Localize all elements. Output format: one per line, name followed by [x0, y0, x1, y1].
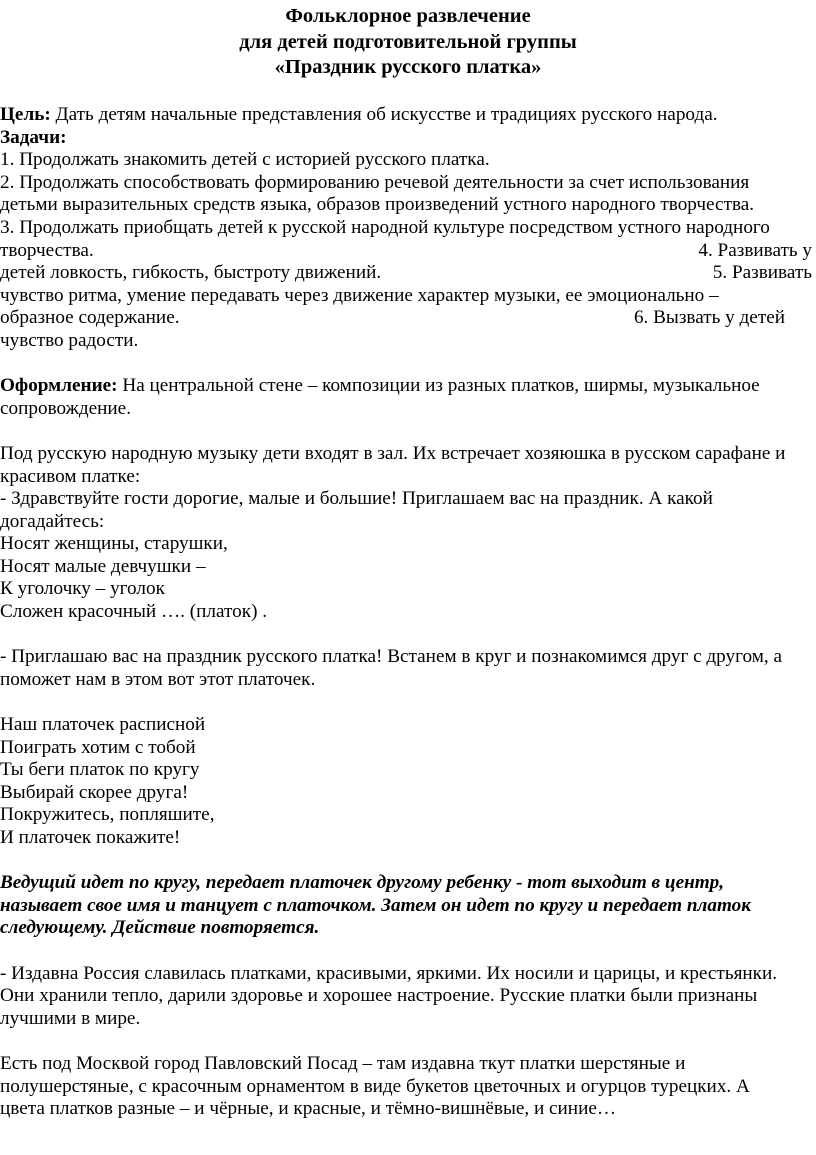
intro-line: догадайтесь:: [0, 510, 105, 532]
poem-line: Выбирай скорее друга!: [0, 781, 189, 803]
task-line: [0, 240, 812, 263]
riddle-line: Носят женщины, старушки,: [0, 533, 228, 555]
task-line-part: детей ловкость, гибкость, быстроту движений.: [0, 262, 382, 284]
poem-line: Наш платочек расписной: [0, 714, 206, 736]
task-line-part: творчества.: [0, 239, 94, 261]
document-title: [0, 4, 816, 81]
poem-line: Поиграть хотим с тобой: [0, 736, 196, 758]
title-line-3: «Праздник русского платка»: [274, 56, 542, 78]
intro-line: красивом платке:: [0, 465, 141, 487]
pavlov-line: Есть под Москвой город Павловский Посад – там издавна ткут платки шерстяные и: [0, 1052, 686, 1074]
decor-paragraph: [0, 375, 812, 398]
task-line: 2. Продолжать способствовать формированию речевой деятельности за счет использования: [0, 171, 750, 193]
task-line-part: 5. Развивать: [712, 262, 812, 284]
task-line: [0, 262, 812, 285]
pavlov-line: цвета платков разные – и чёрные, и красные, и тёмно-вишнёвые, и синие…: [0, 1098, 617, 1120]
poem-line: Покружитесь, попляшите,: [0, 804, 215, 826]
history-line: лучшими в мире.: [0, 1007, 141, 1029]
title-line-1: Фольклорное развлечение: [285, 5, 531, 27]
goal-label: Цель:: [0, 104, 51, 125]
task-line-part: 6. Вызвать у детей: [633, 307, 785, 329]
decor-text: На центральной стене – композиции из разных платков, ширмы, музыкальное: [117, 375, 760, 397]
task-line: чувство ритма, умение передавать через движение характер музыки, ее эмоционально –: [0, 284, 719, 306]
task-line: детьми выразительных средств языка, образов произведений устного народного творчества.: [0, 194, 755, 216]
riddle-line: К уголочку – уголок: [0, 578, 165, 600]
task-line: чувство радости.: [0, 329, 139, 351]
riddle-line: Носят малые девчушки –: [0, 555, 206, 577]
tasks-label: Задачи:: [0, 126, 67, 148]
instruction-line: Ведущий идет по кругу, передает платочек другому ребенку - тот выходит в центр,: [0, 872, 725, 894]
document-body: [0, 104, 812, 1121]
task-line: [0, 307, 785, 330]
goal-text: Дать детям начальные представления об искусстве и традициях русского народа.: [50, 104, 718, 125]
task-line: 1. Продолжать знакомить детей с историей русского платка.: [0, 149, 490, 171]
intro-line: - Здравствуйте гости дорогие, малые и большие! Приглашаем вас на праздник. А какой: [0, 488, 713, 510]
goal-paragraph: [0, 104, 812, 127]
intro-line: Под русскую народную музыку дети входят в зал. Их встречает хозяюшка в русском сарафане и: [0, 442, 786, 464]
history-line: Они хранили тепло, дарили здоровье и хорошее настроение. Русские платки были признаны: [0, 985, 758, 1007]
task-line: 3. Продолжать приобщать детей к русской народной культуре посредством устного народного: [0, 216, 770, 238]
instruction-line: следующему. Действие повторяется.: [0, 917, 320, 939]
decor-line: сопровождение.: [0, 397, 131, 419]
pavlov-line: полушерстяные, с красочным орнаментом в виде букетов цветочных и огурцов турецких. А: [0, 1075, 750, 1097]
decor-label: Оформление:: [0, 375, 118, 397]
riddle-line: Сложен красочный …. (платок) .: [0, 601, 268, 623]
invite-line: поможет нам в этом вот этот платочек.: [0, 668, 316, 690]
poem-line: И платочек покажите!: [0, 827, 181, 848]
poem-line: Ты беги платок по кругу: [0, 759, 200, 781]
task-line-part: образное содержание.: [0, 307, 180, 329]
invite-line: - Приглашаю вас на праздник русского платка! Встанем в круг и познакомимся друг с другом, а: [0, 646, 782, 668]
instruction-line: называет свое имя и танцует с платочком. Затем он идет по кругу и передает платок: [0, 894, 751, 916]
task-line-part: 4. Развивать у: [698, 239, 812, 261]
title-line-2: для детей подготовительной группы: [239, 30, 577, 53]
history-line: - Издавна Россия славилась платками, красивыми, яркими. Их носили и царицы, и крестьянки.: [0, 962, 778, 984]
